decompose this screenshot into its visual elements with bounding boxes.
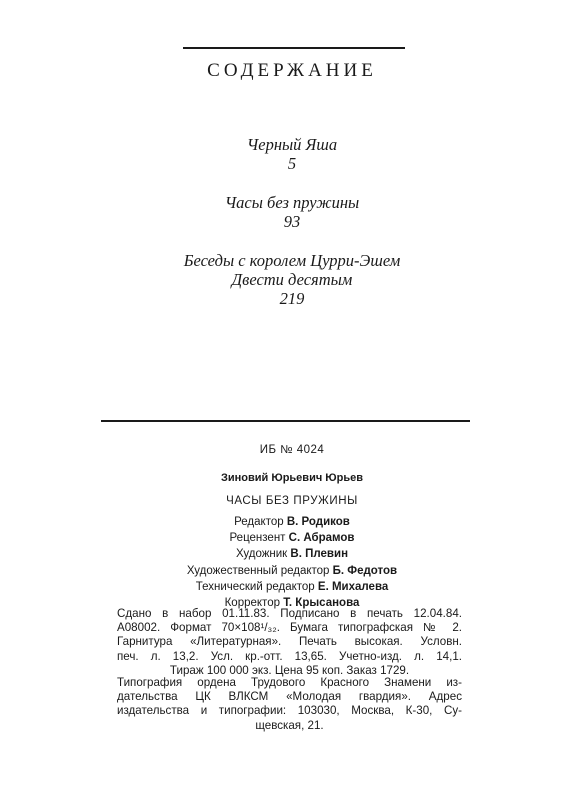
print-detail-line: А08002. Формат 70×108¹/₃₂. Бумага типографская № 2. <box>117 621 462 635</box>
publisher-line: Типография ордена Трудового Красного Знамени из- <box>117 676 462 689</box>
credit-role: Рецензент <box>229 532 286 545</box>
publisher-line: щевская, 21. <box>255 718 324 732</box>
toc-entry <box>0 135 584 173</box>
publisher-line: дательства ЦК ВЛКСМ «Молодая гвардия». Адрес <box>117 690 462 704</box>
credit-line <box>0 546 584 562</box>
section-divider <box>101 420 470 422</box>
credit-role: Художник <box>235 548 288 561</box>
toc-entry-page: 5 <box>287 154 297 173</box>
print-detail-line: Тираж 100 000 экз. Цена 95 коп. Заказ 1729. <box>169 663 410 677</box>
print-detail-line: печ. л. 13,2. Усл. кр.-отт. 13,65. Учетно-изд. л. 14,1. <box>117 649 462 663</box>
credit-name: Б. Федотов <box>332 564 398 577</box>
toc-entry <box>0 193 584 231</box>
toc-entry-title: Черный Яша <box>246 135 338 154</box>
toc-entry-title-line-2: Двести десятым <box>231 270 353 289</box>
credit-name: Е. Михалева <box>317 580 389 593</box>
credit-role: Художественный редактор <box>186 564 330 577</box>
toc-entry-title: Беседы с королем Цурри-Эшем <box>183 251 401 270</box>
publisher-info <box>117 676 462 733</box>
credits-list <box>0 514 584 611</box>
credit-name: В. Родиков <box>286 516 350 528</box>
author-name: Зиновий Юрьевич Юрьев <box>221 472 363 484</box>
toc-entry-title: Часы без пружины <box>224 193 360 212</box>
top-rule <box>183 47 405 49</box>
toc-entry-page: 219 <box>279 289 305 308</box>
ib-number: ИБ № 4024 <box>259 444 325 456</box>
credit-role: Технический редактор <box>195 580 315 593</box>
credit-name: Т. Крысанова <box>283 597 360 610</box>
credit-line <box>0 514 584 530</box>
credit-line <box>0 530 584 546</box>
credit-role: Редактор <box>234 516 284 528</box>
print-detail-line: Сдано в набор 01.11.83. Подписано в печать 12.04.84. <box>117 607 462 620</box>
credit-line <box>0 563 584 579</box>
credit-line <box>0 579 584 595</box>
publisher-line: издательства и типографии: 103030, Москва, К-30, Су- <box>117 704 462 718</box>
toc-entry-page: 93 <box>283 212 301 231</box>
credit-name: В. Плевин <box>290 548 349 561</box>
toc-entry <box>0 251 584 308</box>
credit-role: Корректор <box>224 597 280 610</box>
print-details <box>117 607 462 678</box>
contents-heading: СОДЕРЖАНИЕ <box>207 60 377 81</box>
credit-name: С. Абрамов <box>288 532 355 545</box>
book-title: ЧАСЫ БЕЗ ПРУЖИНЫ <box>226 495 358 507</box>
print-detail-line: Гарнитура «Литературная». Печать высокая. Условн. <box>117 635 462 649</box>
